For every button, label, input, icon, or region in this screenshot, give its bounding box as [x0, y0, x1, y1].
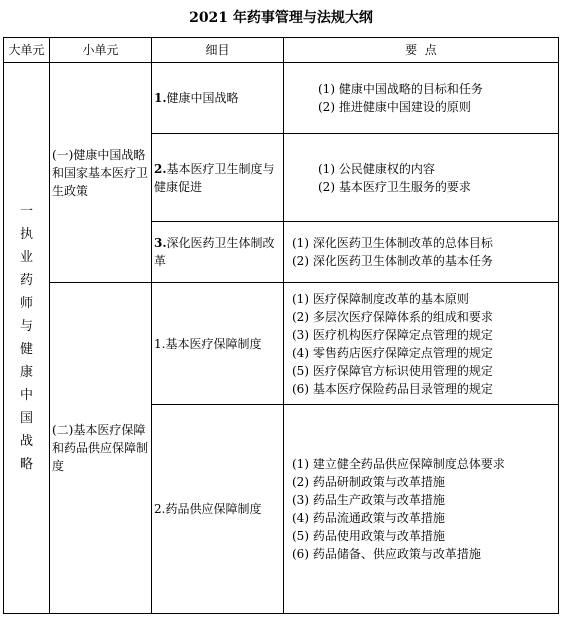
point-item: (5) 医疗保障官方标识使用管理的规定 — [292, 363, 493, 378]
point-item: (2) 药品研制政策与改革措施 — [292, 475, 445, 489]
detail-cell — [152, 134, 284, 222]
points-cell — [284, 405, 559, 614]
point-item: (3) 药品生产政策与改革措施 — [292, 493, 445, 507]
points-cell — [284, 283, 559, 405]
detail-text: 基本医疗卫生制度与健康促进 — [154, 161, 275, 194]
detail-number: 3. — [154, 236, 167, 250]
point-item: (1) 医疗保障制度改革的基本原则 — [292, 291, 469, 306]
point-item: (1) 建立健全药品供应保障制度总体要求 — [292, 457, 505, 471]
detail-cell — [152, 222, 284, 283]
header-row — [4, 38, 559, 63]
point-item: (3) 医疗机构医疗保障定点管理的规定 — [292, 327, 493, 342]
detail-text: 深化医药卫生体制改革 — [154, 236, 275, 268]
point-item: (1) 深化医药卫生体制改革的总体目标 — [292, 236, 493, 250]
detail-number: 1. — [154, 336, 166, 351]
document-title: 2021 年药事管理与法规大纲 — [189, 10, 373, 26]
point-item: (2) 基本医疗卫生服务的要求 — [318, 179, 471, 194]
points-cell — [284, 134, 559, 222]
point-item: (5) 药品使用政策与改革措施 — [292, 529, 445, 543]
detail-cell — [152, 405, 284, 614]
detail-number: 2. — [154, 161, 167, 176]
sub-unit-cell: (二)基本医疗保障和药品供应保障制度 — [50, 283, 152, 614]
point-item: (2) 深化医药卫生体制改革的基本任务 — [292, 254, 493, 268]
syllabus-table — [3, 37, 559, 614]
point-item: (2) 推进健康中国建设的原则 — [318, 100, 471, 114]
points-cell — [284, 63, 559, 134]
point-item: (4) 零售药店医疗保障定点管理的规定 — [292, 345, 493, 360]
detail-text: 药品供应保障制度 — [165, 502, 262, 516]
table-row — [4, 283, 559, 405]
detail-cell — [152, 283, 284, 405]
sub-unit-cell: (一)健康中国战略和国家基本医疗卫生政策 — [50, 63, 152, 283]
detail-number: 2. — [154, 502, 166, 516]
point-item: (6) 基本医疗保险药品目录管理的规定 — [292, 381, 493, 396]
unit-label: 一执业药师与健康中国战略 — [19, 204, 33, 472]
point-item: (2) 多层次医疗保障体系的组成和要求 — [292, 309, 493, 324]
point-item: (1) 健康中国战略的目标和任务 — [318, 82, 483, 96]
detail-number: 1. — [154, 91, 167, 105]
points-cell — [284, 222, 559, 283]
point-item: (6) 药品储备、供应政策与改革措施 — [292, 547, 481, 561]
header-sub-unit: 小单元 — [50, 38, 152, 63]
detail-cell — [152, 63, 284, 134]
header-detail: 细目 — [152, 38, 284, 63]
header-unit: 大单元 — [4, 38, 50, 63]
detail-text: 基本医疗保障制度 — [165, 336, 262, 351]
point-item: (1) 公民健康权的内容 — [318, 161, 435, 176]
point-item: (4) 药品流通政策与改革措施 — [292, 511, 445, 525]
unit-cell — [4, 63, 50, 614]
detail-text: 健康中国战略 — [166, 91, 239, 105]
table-row — [4, 63, 559, 134]
header-points: 要 点 — [284, 38, 559, 63]
